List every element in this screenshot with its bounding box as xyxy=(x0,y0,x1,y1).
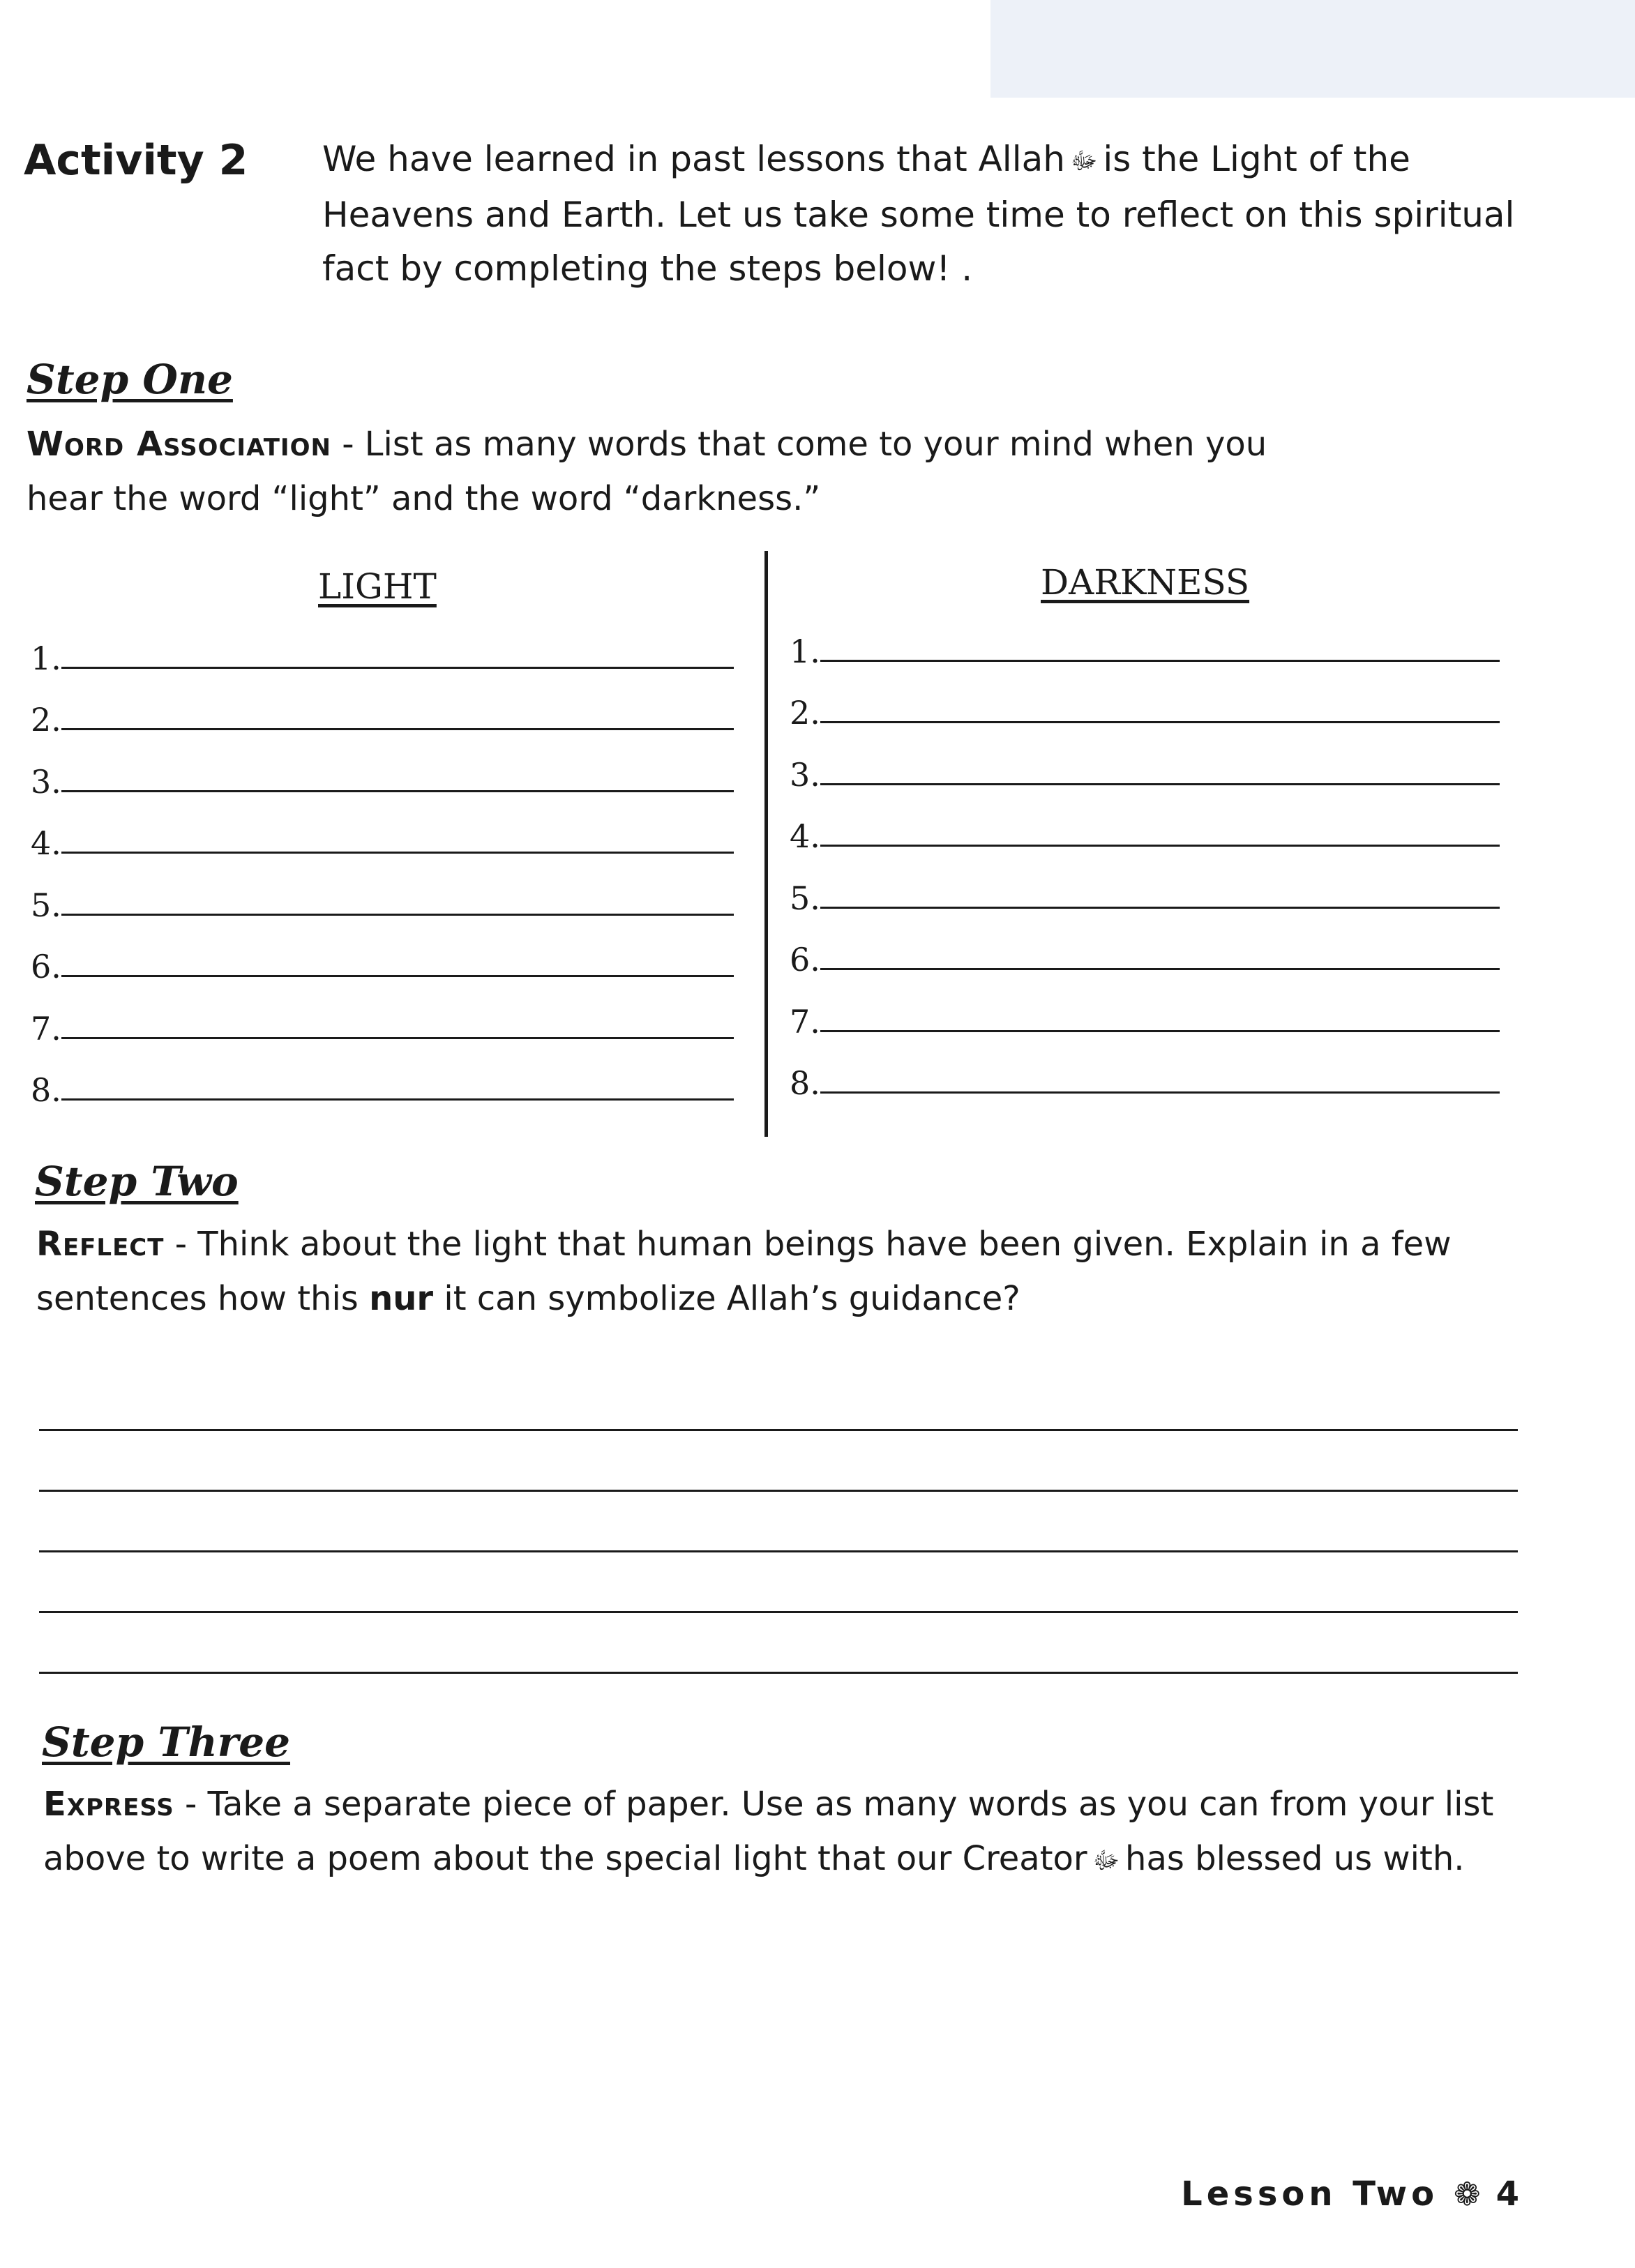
item-number: 8. xyxy=(31,1071,61,1109)
list-item xyxy=(31,1046,734,1108)
list-item xyxy=(31,614,734,676)
answer-line[interactable] xyxy=(39,1552,1518,1613)
item-number: 5. xyxy=(790,879,820,917)
step-two-title: Step Two xyxy=(35,1158,239,1205)
item-number: 1. xyxy=(790,632,820,670)
darkness-word-list xyxy=(790,607,1500,1101)
item-number: 6. xyxy=(790,941,820,978)
answer-blank[interactable] xyxy=(820,659,1500,662)
page-number: 4 xyxy=(1495,2175,1523,2214)
step-one-lead: Word Association xyxy=(27,425,331,464)
step-two-text-start: - Think about the light that human beings have been given. Explain in a few sentences how this xyxy=(36,1225,1452,1318)
item-number: 6. xyxy=(31,948,61,985)
step-one-title: Step One xyxy=(27,356,233,403)
answer-blank[interactable] xyxy=(61,666,734,669)
item-number: 3. xyxy=(790,755,820,794)
reflection-answer-lines xyxy=(39,1370,1518,1674)
list-item xyxy=(31,737,734,799)
item-number: 4. xyxy=(31,824,61,862)
answer-blank[interactable] xyxy=(61,1036,734,1039)
answer-line[interactable] xyxy=(39,1431,1518,1492)
list-item xyxy=(790,792,1500,854)
item-number: 7. xyxy=(31,1009,61,1048)
step-one-text: - List as many words that come to your mind when you hear the word “light” and the word “darkness.” xyxy=(27,425,1267,518)
step-three-instructions xyxy=(43,1777,1494,1888)
step-three-text-end: has blessed us with. xyxy=(1125,1839,1465,1878)
answer-blank[interactable] xyxy=(61,851,734,854)
light-word-list xyxy=(31,614,734,1107)
honorific-glyph-icon: ﷻ xyxy=(1092,1847,1120,1875)
item-number: 2. xyxy=(31,701,61,739)
honorific-glyph-icon: ﷻ xyxy=(1070,147,1098,175)
intro-text-end: is the Light of the Heavens and Earth. Let us take some time to reflect on this spiritual fact by completing the steps below! . xyxy=(322,139,1515,289)
step-three-title: Step Three xyxy=(42,1718,291,1766)
item-number: 1. xyxy=(31,639,61,677)
step-three-lead: Express xyxy=(43,1785,174,1824)
page-footer xyxy=(1181,2175,1523,2214)
answer-blank[interactable] xyxy=(61,789,734,792)
answer-blank[interactable] xyxy=(820,844,1500,847)
top-corner-band xyxy=(990,0,1635,98)
flower-icon: ❁ xyxy=(1454,2175,1481,2213)
answer-blank[interactable] xyxy=(820,1091,1500,1094)
answer-line[interactable] xyxy=(39,1492,1518,1552)
activity-label: Activity 2 xyxy=(24,136,248,185)
list-item xyxy=(790,607,1500,669)
list-item xyxy=(790,916,1500,978)
list-item xyxy=(790,977,1500,1039)
item-number: 4. xyxy=(790,817,820,855)
answer-line[interactable] xyxy=(39,1613,1518,1674)
list-item xyxy=(790,669,1500,731)
answer-blank[interactable] xyxy=(61,913,734,916)
answer-line[interactable] xyxy=(39,1370,1518,1431)
list-item xyxy=(790,1039,1500,1101)
step-two-bold-word: nur xyxy=(369,1279,434,1318)
answer-blank[interactable] xyxy=(61,727,734,730)
step-two-lead: Reflect xyxy=(36,1225,165,1264)
list-item xyxy=(31,861,734,923)
darkness-column-heading: DARKNESS xyxy=(1041,562,1250,603)
step-two-text-end: it can symbolize Allah’s guidance? xyxy=(444,1279,1020,1318)
item-number: 2. xyxy=(790,694,820,732)
answer-blank[interactable] xyxy=(820,783,1500,785)
list-item xyxy=(31,984,734,1046)
answer-blank[interactable] xyxy=(820,906,1500,909)
list-item xyxy=(790,854,1500,916)
item-number: 3. xyxy=(31,762,61,801)
step-two-instructions xyxy=(36,1217,1487,1326)
list-item xyxy=(31,799,734,861)
answer-blank[interactable] xyxy=(61,974,734,977)
step-three-text-start: - Take a separate piece of paper. Use as many words as you can from your list above to write a poem about the special light that our Creator xyxy=(43,1785,1494,1878)
activity-intro xyxy=(322,133,1522,296)
answer-blank[interactable] xyxy=(820,720,1500,723)
step-one-instructions xyxy=(27,417,1282,526)
answer-blank[interactable] xyxy=(820,1029,1500,1032)
footer-lesson-label: Lesson Two xyxy=(1181,2175,1439,2214)
list-item xyxy=(31,923,734,985)
item-number: 5. xyxy=(31,886,61,924)
column-divider xyxy=(764,551,768,1137)
list-item xyxy=(790,730,1500,792)
light-column-heading: LIGHT xyxy=(318,566,437,607)
item-number: 7. xyxy=(790,1002,820,1041)
list-item xyxy=(31,676,734,738)
item-number: 8. xyxy=(790,1064,820,1102)
answer-blank[interactable] xyxy=(820,967,1500,970)
intro-text-start: We have learned in past lessons that Allah xyxy=(322,139,1065,179)
answer-blank[interactable] xyxy=(61,1098,734,1101)
